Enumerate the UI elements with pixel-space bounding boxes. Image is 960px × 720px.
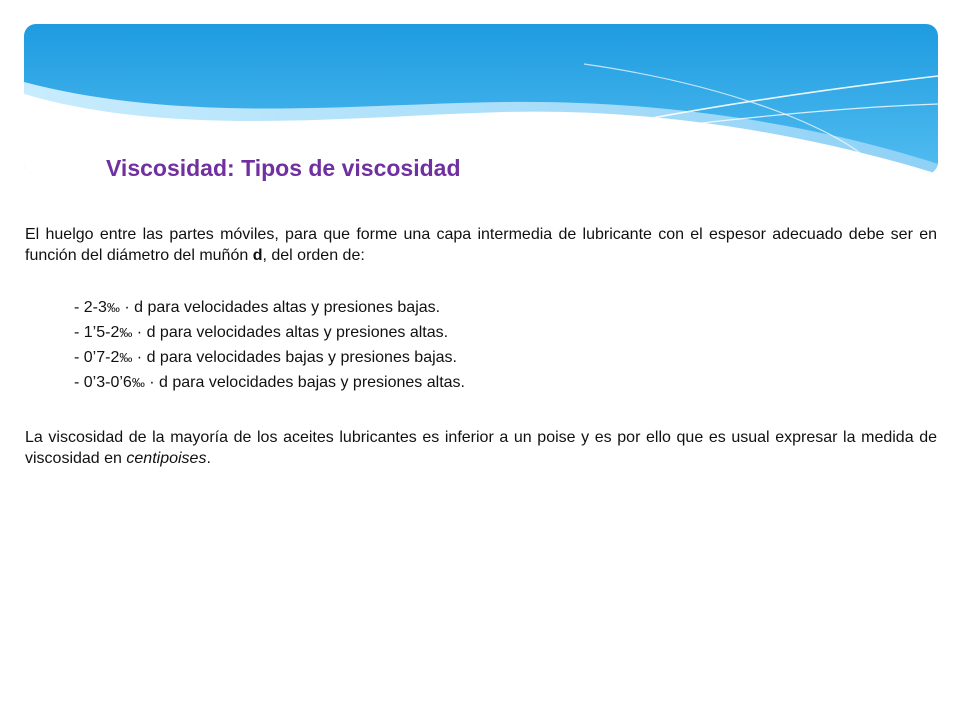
list-item: - 0’3-0’6‰ · d para velocidades bajas y presiones altas.	[74, 374, 465, 391]
list-item: - 2-3‰ · d para velocidades altas y presiones bajas.	[74, 299, 441, 316]
intro-paragraph	[25, 224, 937, 266]
intro-text-end: , del orden de:	[262, 247, 365, 264]
list-item: - 1’5-2‰ · d para velocidades altas y presiones altas.	[74, 324, 449, 341]
slide-title: Viscosidad: Tipos de viscosidad	[106, 155, 461, 181]
clearance-list	[74, 295, 465, 395]
list-item: - 0’7-2‰ · d para velocidades bajas y presiones bajas.	[74, 349, 457, 366]
intro-bold-variable: d	[252, 247, 263, 264]
closing-paragraph	[25, 427, 937, 469]
header-wave-banner	[24, 24, 938, 174]
intro-text: El huelgo entre las partes móviles, para que forme una capa intermedia de lubricante con el espesor adecuado debe ser en función del diámetro del muñón	[25, 226, 937, 264]
closing-italic-term: centipoises	[126, 450, 207, 467]
closing-text: La viscosidad de la mayoría de los aceites lubricantes es inferior a un poise y es por ello que es usual expresar la medida de viscosidad en	[25, 429, 937, 467]
closing-text-end: .	[206, 450, 211, 467]
